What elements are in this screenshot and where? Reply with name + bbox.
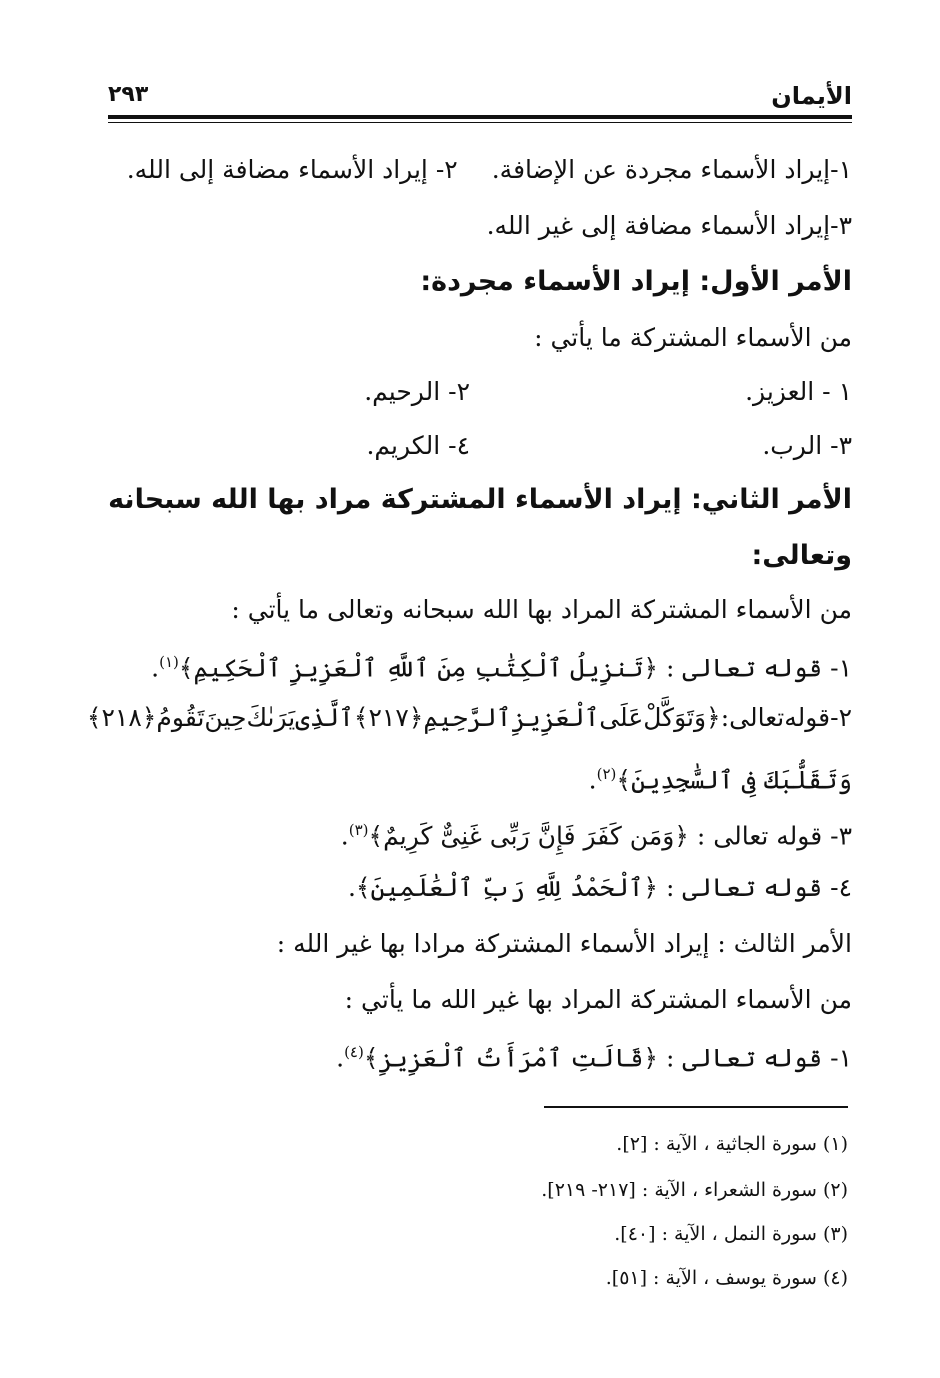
heading2-word: مراد <box>314 484 372 515</box>
item2-word: يَرَىٰكَ <box>246 703 296 732</box>
example-item-5-text: ١- قوله تعالى : ﴿قَالَتِ ٱمْرَأَتُ ٱلْعَزِيزِ﴾ <box>363 1043 852 1073</box>
ayah-number-marker: ﴿٢١٨﴾ <box>86 703 157 732</box>
footnote-ref-4: (٤) <box>344 1043 364 1061</box>
heading2-word: بها <box>267 484 306 515</box>
item2-word: حِينَ <box>204 703 247 732</box>
item2-word: : <box>720 703 730 732</box>
item2-word: عَلَى <box>599 703 644 732</box>
header-rule-thin <box>108 122 852 123</box>
item2-word: قوله <box>784 703 831 732</box>
heading2-word: الله <box>211 484 258 515</box>
intro-first-matter: من الأسماء المشتركة ما يأتي : <box>534 323 852 352</box>
footnote-3: (٣) سورة النمل ، الآية : [٤٠]. <box>614 1223 848 1245</box>
example-item-5: ١- قوله تعالى : ﴿قَالَتِ ٱمْرَأَتُ ٱلْعَزِيزِ﴾$^{(٤)}$. <box>336 1043 852 1073</box>
list-item-3: ٣- الرب. <box>762 431 852 460</box>
item2-word: تعالى <box>729 703 785 732</box>
footnote-ref-1: (١) <box>159 653 179 671</box>
example-item-4: ٤- قوله تعالى : ﴿ٱلْحَمْدُ لِلَّهِ رَبِّ ٱلْعَٰلَمِينَ﴾. <box>347 873 852 902</box>
example-item-3: ٣- قوله تعالى : ﴿وَمَن كَفَرَ فَإِنَّ رَبِّى غَنِىٌّ كَرِيمٌ﴾$^{(٣)}$. <box>340 821 852 851</box>
body-line-1-part-b: ٢- إيراد الأسماء مضافة إلى الله. <box>126 155 458 184</box>
footnote-separator <box>544 1106 848 1108</box>
item2-word: ٢- <box>830 703 852 732</box>
list-item-2: ٢- الرحيم. <box>364 377 470 406</box>
intro-second-matter: من الأسماء المشتركة المراد بها الله سبحانه وتعالى ما يأتي : <box>231 595 852 624</box>
body-line-1 <box>127 152 852 188</box>
example-item-1: ١- قوله تعالى : ﴿تَنزِيلُ ٱلْكِتَٰبِ مِنَ ٱللَّهِ ٱلْعَزِيزِ ٱلْحَكِيمِ﴾$^{(١)}$. <box>151 653 852 683</box>
header-rule-thick <box>108 115 852 119</box>
heading2-word: إيراد <box>622 484 682 515</box>
heading2-word: الأسماء <box>514 484 613 515</box>
footnote-ref-2: (٢) <box>596 765 617 783</box>
heading2-word: الثاني: <box>690 484 780 515</box>
footnote-1: (١) سورة الجاثية ، الآية : [٢]. <box>616 1133 848 1155</box>
example-item-2 <box>86 700 852 736</box>
footnote-ref-3: (٣) <box>348 821 369 839</box>
header-title: الأيمان <box>771 82 852 110</box>
example-item-1-text: ١- قوله تعالى : ﴿تَنزِيلُ ٱلْكِتَٰبِ مِنَ ٱللَّهِ ٱلْعَزِيزِ ٱلْحَكِيمِ﴾ <box>178 653 852 683</box>
intro-third-matter: من الأسماء المشتركة المراد بها غير الله ما يأتي : <box>344 985 852 1014</box>
footnote-2: (٢) سورة الشعراء ، الآية : [٢١٧- ٢١٩]. <box>541 1179 848 1201</box>
item2-word: ٱلْعَزِيزِ <box>511 703 600 732</box>
list-item-4: ٤- الكريم. <box>366 431 470 460</box>
page-number: ٢٩٣ <box>108 82 149 107</box>
body-line-2: ٣-إيراد الأسماء مضافة إلى غير الله. <box>486 211 852 240</box>
footnote-4: (٤) سورة يوسف ، الآية : [٥١]. <box>605 1267 848 1289</box>
list-item-1: ١ - العزيز. <box>745 377 852 406</box>
ayah-number-marker: ﴿٢١٧﴾ <box>353 703 424 732</box>
heading2-word: الأمر <box>789 484 852 515</box>
body-line-1-part-a: ١-إيراد الأسماء مجردة عن الإضافة. <box>491 155 852 184</box>
heading2-word: سبحانه <box>108 484 202 515</box>
item2-word: ٱلرَّحِيمِ <box>423 703 512 732</box>
example-item-2-end: وَتَقَلُّبَكَ فِى ٱلسَّٰجِدِينَ﴾$^{(٢)}$. <box>588 765 852 795</box>
heading-third-matter: الأمر الثالث : إيراد الأسماء المشتركة مرادا بها غير الله : <box>276 929 852 958</box>
heading-first-matter: الأمر الأول: إيراد الأسماء مجردة: <box>420 266 852 297</box>
item2-word: تَقُومُ <box>156 703 205 732</box>
item2-word: ٱلَّذِى <box>295 703 354 732</box>
example-item-3-text: ٣- قوله تعالى : ﴿وَمَن كَفَرَ فَإِنَّ رَبِّى غَنِىٌّ كَرِيمٌ﴾ <box>368 821 852 851</box>
heading2-word: المشتركة <box>380 484 506 515</box>
page-header <box>108 78 852 118</box>
example-item-2-end-text: وَتَقَلُّبَكَ فِى ٱلسَّٰجِدِينَ﴾ <box>616 765 852 795</box>
heading-second-matter-end: وتعالى: <box>751 540 852 571</box>
heading-second-matter <box>108 482 852 518</box>
item2-word: ﴿وَتَوَكَّلْ <box>643 703 721 732</box>
